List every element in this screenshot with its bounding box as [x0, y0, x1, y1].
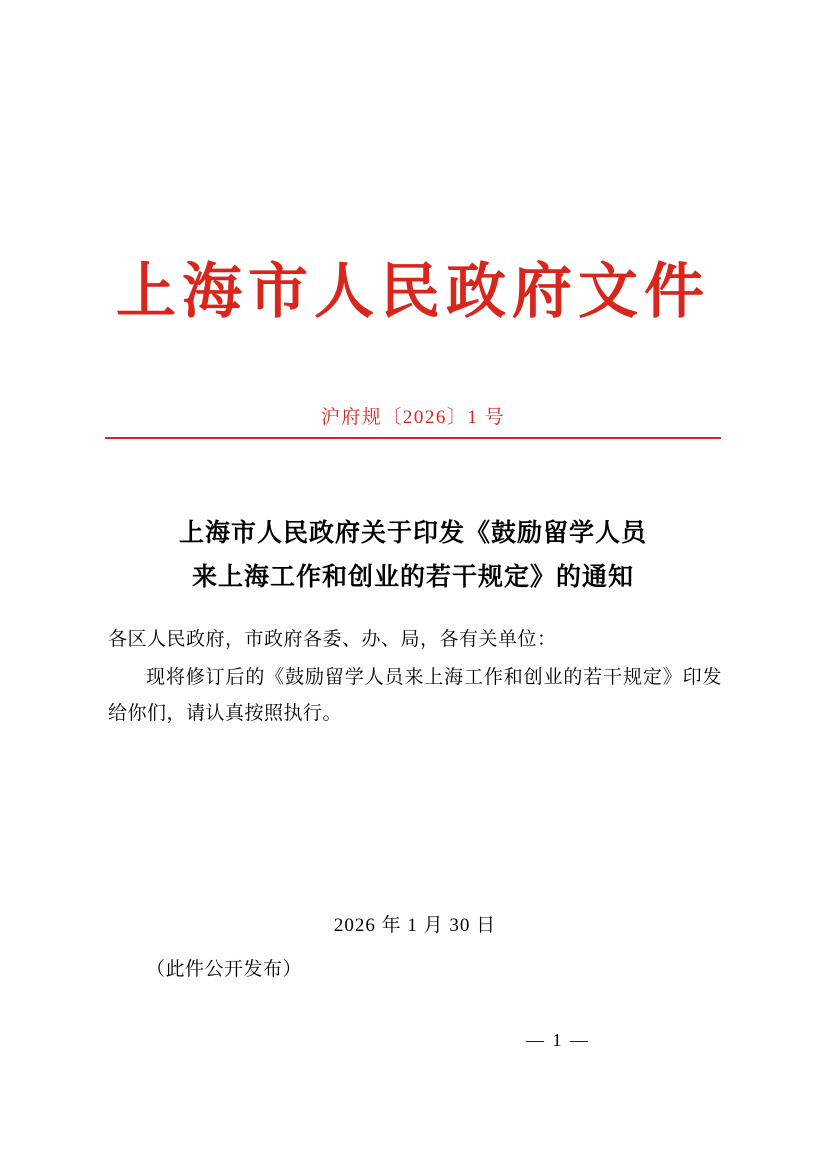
page-title-line-1: 上海市人民政府关于印发《鼓励留学人员 [178, 520, 647, 547]
page-number: — 1 — [526, 1030, 590, 1050]
document-body [108, 622, 722, 732]
document-date: 2026 年 1 月 30 日 [333, 915, 497, 936]
publish-note: （此件公开发布） [146, 959, 303, 980]
masthead [0, 258, 826, 327]
masthead-title: 上海市人民政府文件 [116, 259, 710, 325]
body-paragraph-1: 现将修订后的《鼓励留学人员来上海工作和创业的若干规定》印发给你们，请认真按照执行。 [108, 667, 722, 724]
page-title [105, 512, 721, 600]
document-number: 沪府规〔2026〕1 号 [320, 407, 506, 428]
salutation: 各区人民政府，市政府各委、办、局，各有关单位： [108, 629, 557, 650]
page-title-line-2: 来上海工作和创业的若干规定》的通知 [191, 564, 634, 591]
red-divider-rule [105, 437, 721, 439]
